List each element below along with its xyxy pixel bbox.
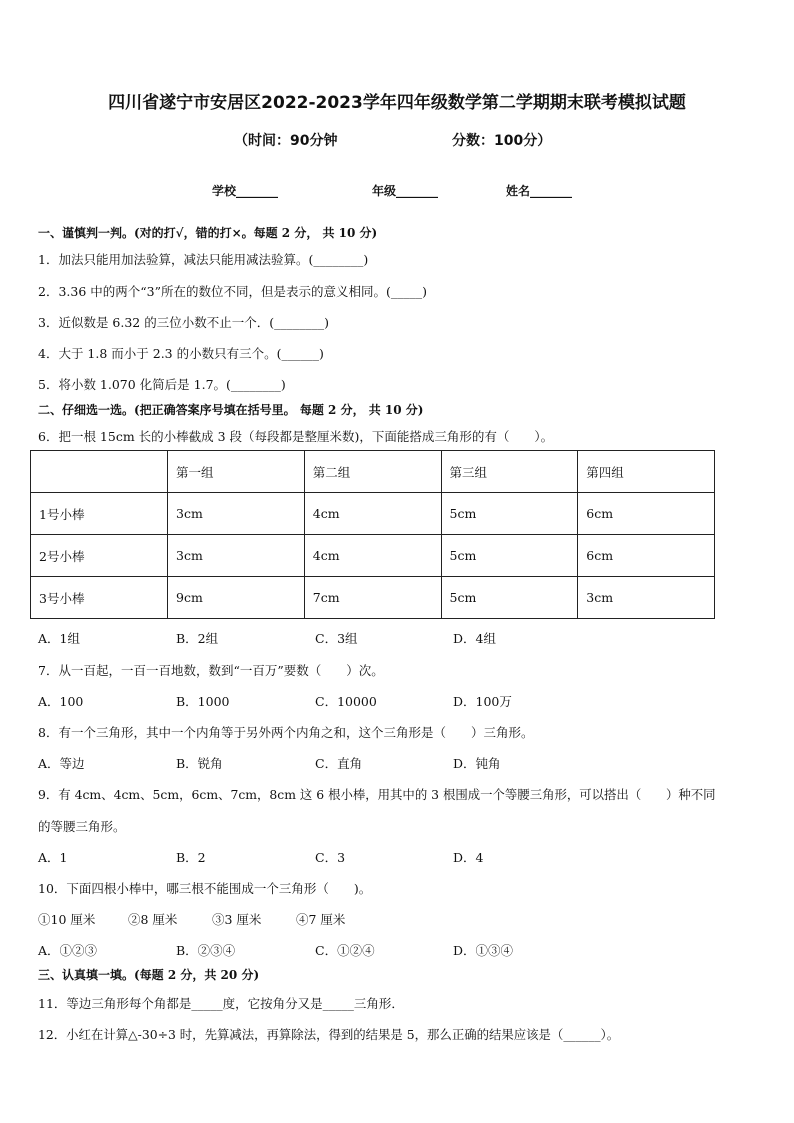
option-c[interactable]: C．3组 [315,631,358,646]
sticks-table [30,450,715,619]
option-c[interactable]: C．①②④ [315,943,375,958]
table-cell: 5cm [441,577,578,619]
option-a[interactable]: A．等边 [38,756,85,771]
option-b[interactable]: B．2组 [176,631,219,646]
option-a[interactable]: A．1组 [38,631,80,646]
table-cell: 第二组 [304,451,441,493]
exam-time: （时间：90分钟 [234,133,338,149]
question-11: 11．等边三角形每个角都是_____度，它按角分又是_____三角形． [38,996,404,1011]
option-d[interactable]: D．4 [453,850,484,865]
stick-4: ④7 厘米 [296,912,346,927]
table-cell: 2号小棒 [31,535,168,577]
stick-3: ③3 厘米 [212,912,262,927]
option-d[interactable]: D．钝角 [453,756,501,771]
option-d[interactable]: D．①③④ [453,943,514,958]
question-6: 6．把一根 15cm 长的小棒截成 3 段（每段都是整厘米数)，下面能搭成三角形的有（ ）。 [38,429,554,444]
question-10: 10．下面四根小棒中，哪三根不能围成一个三角形（ )。 [38,881,372,896]
table-cell: 第一组 [168,451,305,493]
table-cell: 第三组 [441,451,578,493]
school-field[interactable]: 学校_______ [212,184,279,198]
table-cell [31,451,168,493]
option-b[interactable]: B．1000 [176,694,230,709]
section-1-heading: 一、谨慎判一判。(对的打√，错的打×。每题 2 分， 共 10 分) [38,226,378,240]
question-4: 4．大于 1.8 而小于 2.3 的小数只有三个。(______) [38,346,324,361]
question-3: 3．近似数是 6.32 的三位小数不止一个．(________) [38,315,329,330]
exam-score: 分数：100分） [452,133,552,149]
table-row [31,577,715,619]
table-cell: 5cm [441,535,578,577]
question-5: 5．将小数 1.070 化简后是 1.7。(________) [38,377,286,392]
table-cell: 3cm [168,493,305,535]
table-cell: 6cm [578,493,715,535]
question-9: 9．有 4cm、4cm、5cm，6cm、7cm，8cm 这 6 根小棒，用其中的 3 根围成一个等腰三角形，可以搭出（ ）种不同 [38,787,716,802]
option-d[interactable]: D．4组 [453,631,496,646]
stick-2: ②8 厘米 [128,912,178,927]
name-field[interactable]: 姓名_______ [506,184,573,198]
option-a[interactable]: A．1 [38,850,68,865]
table-cell: 3号小棒 [31,577,168,619]
question-1: 1．加法只能用加法验算，减法只能用减法验算。(________) [38,252,369,267]
option-b[interactable]: B．2 [176,850,206,865]
table-cell: 3cm [578,577,715,619]
grade-field[interactable]: 年级_______ [372,184,439,198]
table-row [31,535,715,577]
table-cell: 6cm [578,535,715,577]
table-cell: 3cm [168,535,305,577]
table-cell: 7cm [304,577,441,619]
option-b[interactable]: B．锐角 [176,756,223,771]
table-cell: 4cm [304,535,441,577]
option-c[interactable]: C．3 [315,850,346,865]
option-c[interactable]: C．直角 [315,756,363,771]
table-cell: 1号小棒 [31,493,168,535]
question-7: 7．从一百起，一百一百地数，数到“一百万”要数（ ）次。 [38,663,384,678]
table-row [31,493,715,535]
stick-1: ①10 厘米 [38,912,96,927]
option-a[interactable]: A．①②③ [38,943,98,958]
table-cell: 5cm [441,493,578,535]
option-b[interactable]: B．②③④ [176,943,236,958]
option-c[interactable]: C．10000 [315,694,377,709]
question-2: 2．3.36 中的两个“3”所在的数位不同，但是表示的意义相同。(_____) [38,284,427,299]
table-cell: 第四组 [578,451,715,493]
option-a[interactable]: A．100 [38,694,84,709]
section-3-heading: 三、认真填一填。(每题 2 分，共 20 分) [38,968,260,982]
question-8: 8．有一个三角形，其中一个内角等于另外两个内角之和，这个三角形是（ ）三角形。 [38,725,534,740]
section-2-heading: 二、仔细选一选。(把正确答案序号填在括号里。 每题 2 分， 共 10 分) [38,403,424,417]
question-12: 12．小红在计算△-30÷3 时，先算减法，再算除法，得到的结果是 5，那么正确的结果应该是（______）。 [38,1027,620,1042]
table-cell: 9cm [168,577,305,619]
table-header-row [31,451,715,493]
option-d[interactable]: D．100万 [453,694,512,709]
question-9-continued: 的等腰三角形。 [38,819,126,834]
table-cell: 4cm [304,493,441,535]
page-title: 四川省遂宁市安居区2022-2023学年四年级数学第二学期期末联考模拟试题 [108,93,686,113]
